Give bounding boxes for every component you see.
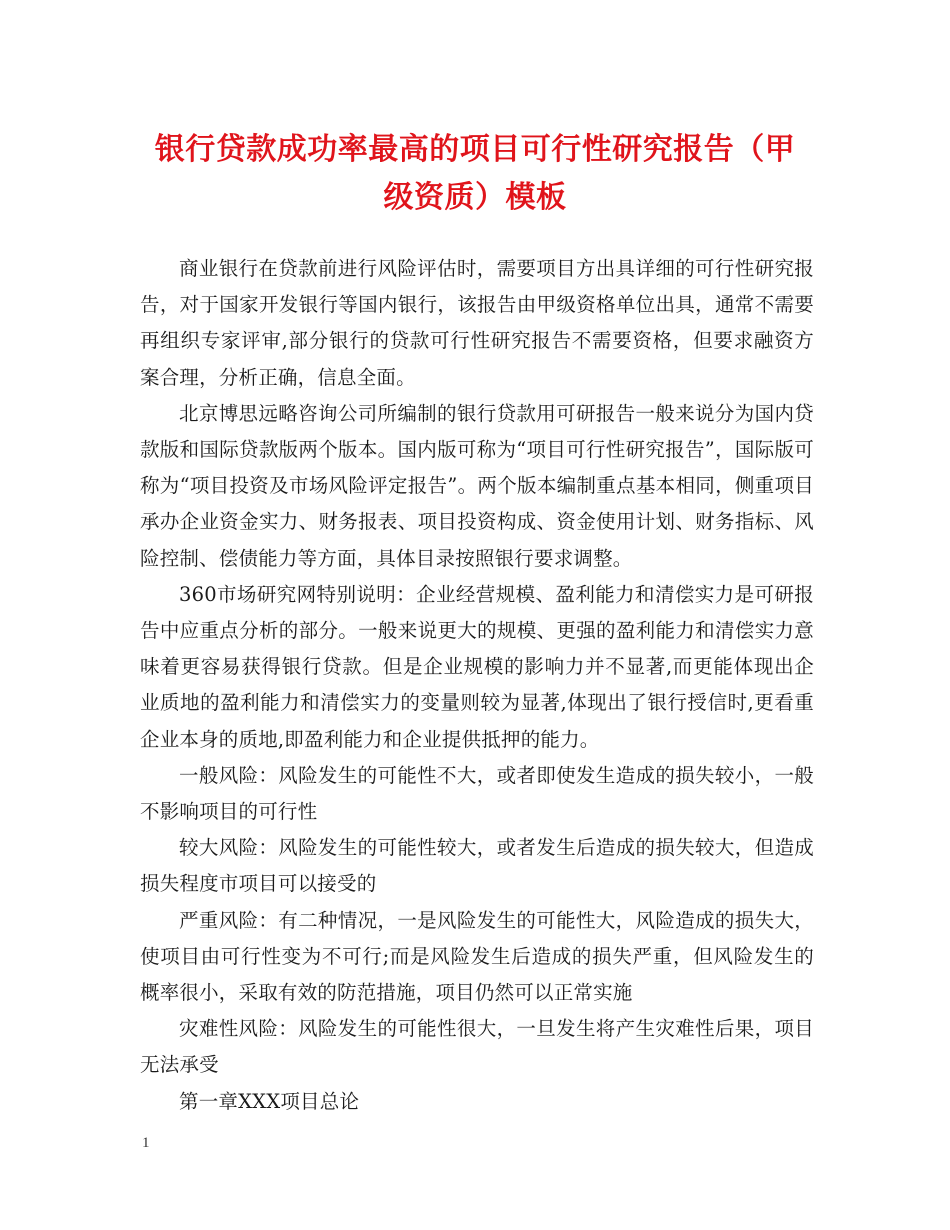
- paragraph-versions: 北京博思远略咨询公司所编制的银行贷款用可研报告一般来说分为国内贷款版和国际贷款版两个版本。国内版可称为“项目可行性研究报告”，国际版可称为“项目投资及市场风险评定报告”。两个版本编制重点基本相同，侧重项目承办企业资金实力、财务报表、项目投资构成、资金使用计划、财务指标、风险控制、偿债能力等方面，具体目录按照银行要求调整。: [140, 401, 814, 570]
- document-body: [140, 251, 814, 1120]
- chapter-heading: 第一章XXX项目总论: [179, 1089, 360, 1113]
- paragraph-note: 360市场研究网特别说明：企业经营规模、盈利能力和清偿实力是可研报告中应重点分析的部分。一般来说更大的规模、更强的盈利能力和清偿实力意味着更容易获得银行贷款。但是企业规模的影响力并不显著,而更能体现出企业质地的盈利能力和清偿实力的变量则较为显著,体现出了银行授信时,更看重企业本身的质地,即盈利能力和企业提供抵押的能力。: [140, 582, 814, 751]
- paragraph-catastrophic-risk: 灾难性风险：风险发生的可能性很大，一旦发生将产生灾难性后果，项目无法承受: [140, 1017, 814, 1077]
- paragraph-intro: 商业银行在贷款前进行风险评估时，需要项目方出具详细的可行性研究报告，对于国家开发银行等国内银行，该报告由甲级资格单位出具，通常不需要再组织专家评审,部分银行的贷款可行性研究报告不需要资格，但要求融资方案合理，分析正确，信息全面。: [140, 257, 814, 389]
- paragraph-major-risk: 较大风险：风险发生的可能性较大，或者发生后造成的损失较大，但造成损失程度市项目可以接受的: [140, 836, 814, 896]
- page-number: 1: [142, 1135, 150, 1151]
- paragraph-general-risk: 一般风险：风险发生的可能性不大，或者即使发生造成的损失较小，一般不影响项目的可行性: [140, 763, 814, 824]
- paragraph-serious-risk: 严重风险：有二种情况，一是风险发生的可能性大，风险造成的损失大，使项目由可行性变为不可行;而是风险发生后造成的损失严重，但风险发生的概率很小，采取有效的防范措施，项目仍然可以正常实施: [140, 908, 814, 1005]
- document-title: 银行贷款成功率最高的项目可行性研究报告（甲级资质）模板: [154, 132, 796, 215]
